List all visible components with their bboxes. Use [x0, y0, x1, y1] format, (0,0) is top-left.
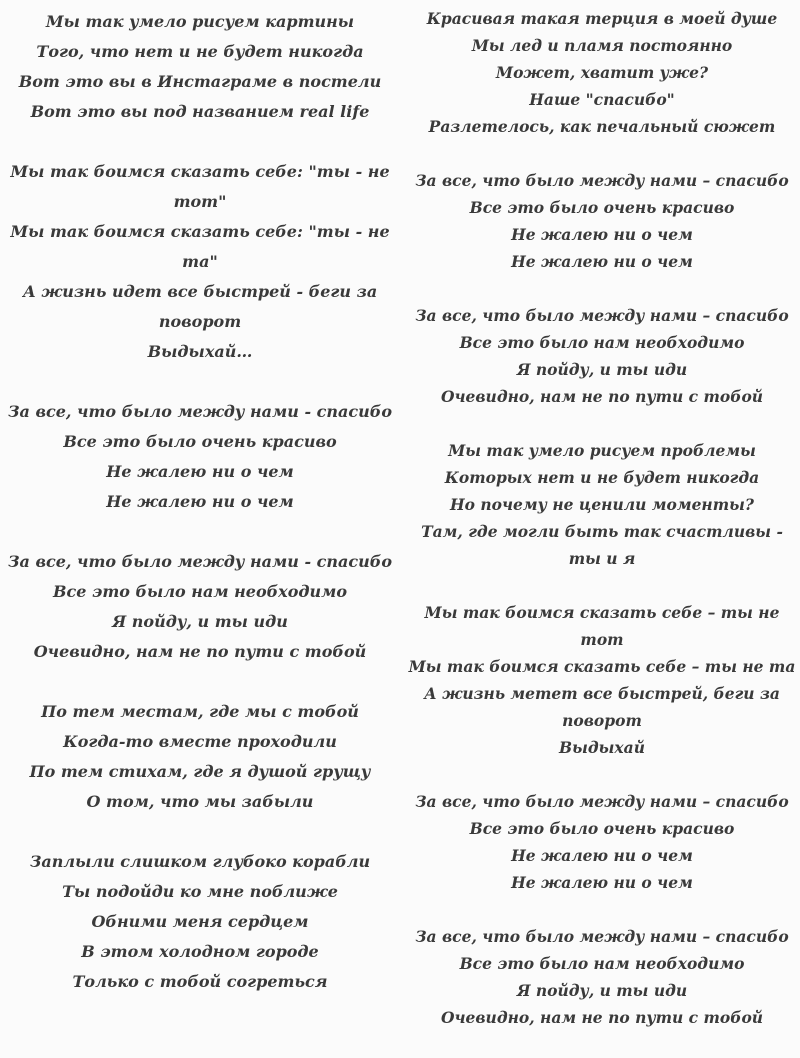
- lyric-line: Мы лед и пламя постоянно: [471, 36, 733, 55]
- lyric-line: Не жалею ни о чем: [511, 252, 693, 271]
- lyric-line: Выдыхай…: [147, 342, 253, 361]
- stanza: [2, 397, 398, 517]
- lyric-line: За все, что было между нами - спасибо: [8, 552, 392, 571]
- lyric-line: Выдыхай: [559, 738, 645, 757]
- lyric-line: Все это было очень красиво: [469, 198, 735, 217]
- lyric-line: Разлетелось, как печальный сюжет: [428, 117, 776, 136]
- lyric-line: Может, хватит уже?: [495, 63, 709, 82]
- lyric-line: За все, что было между нами - спасибо: [8, 402, 392, 421]
- lyric-line: Очевидно, нам не по пути с тобой: [440, 1008, 764, 1027]
- lyric-line: Обними меня сердцем: [91, 912, 309, 931]
- lyric-line: Только с тобой согреться: [72, 972, 328, 991]
- stanza: [406, 437, 798, 572]
- lyric-line: Мы так умело рисуем картины: [45, 12, 355, 31]
- lyric-line: Мы так умело рисуем проблемы: [448, 441, 756, 460]
- lyric-line: А жизнь идет все быстрей - беги за поворот: [22, 282, 378, 331]
- lyric-line: Не жалею ни о чем: [511, 846, 693, 865]
- lyric-line: Мы так боимся сказать себе: "ты - не тот": [10, 162, 390, 211]
- lyric-line: Когда-то вместе проходили: [63, 732, 337, 751]
- lyric-line: За все, что было между нами – спасибо: [415, 792, 789, 811]
- lyric-line: За все, что было между нами – спасибо: [415, 306, 789, 325]
- lyric-line: Заплыли слишком глубоко корабли: [29, 852, 371, 871]
- lyric-line: Я пойду, и ты иди: [112, 612, 288, 631]
- stanza: [406, 788, 798, 896]
- lyric-line: Все это было очень красиво: [63, 432, 337, 451]
- lyric-line: Того, что нет и не будет никогда: [36, 42, 364, 61]
- lyric-line: Красивая такая терция в моей душе: [426, 9, 778, 28]
- stanza: [406, 599, 798, 761]
- lyric-line: За все, что было между нами – спасибо: [415, 171, 789, 190]
- lyric-line: По тем местам, где мы с тобой: [41, 702, 359, 721]
- lyric-line: Наше "спасибо": [529, 90, 675, 109]
- lyric-line: Там, где могли быть так счастливы - ты и я: [421, 522, 783, 568]
- lyric-line: Я пойду, и ты иди: [516, 360, 688, 379]
- stanza: [2, 697, 398, 817]
- lyric-line: Очевидно, нам не по пути с тобой: [33, 642, 367, 661]
- lyric-line: Все это было нам необходимо: [459, 333, 745, 352]
- stanza: [2, 847, 398, 997]
- lyric-line: Все это было нам необходимо: [459, 954, 745, 973]
- lyric-line: Мы так боимся сказать себе: "ты - не та": [10, 222, 390, 271]
- lyric-line: Ты подойди ко мне поближе: [62, 882, 338, 901]
- stanza: [2, 547, 398, 667]
- lyric-line: Мы так боимся сказать себе – ты не тот: [424, 603, 780, 649]
- stanza: [406, 5, 798, 140]
- stanza: [406, 302, 798, 410]
- lyric-line: Все это было очень красиво: [469, 819, 735, 838]
- lyric-line: Не жалею ни о чем: [106, 462, 294, 481]
- lyric-line: Я пойду, и ты иди: [516, 981, 688, 1000]
- stanza: [2, 7, 398, 127]
- lyric-line: Но почему не ценили моменты?: [449, 495, 754, 514]
- lyric-line: Мы так боимся сказать себе – ты не та: [408, 657, 796, 676]
- lyric-line: За все, что было между нами – спасибо: [415, 927, 789, 946]
- lyric-line: Очевидно, нам не по пути с тобой: [440, 387, 764, 406]
- stanza: [406, 167, 798, 275]
- lyric-line: О том, что мы забыли: [86, 792, 314, 811]
- lyric-line: Не жалею ни о чем: [106, 492, 294, 511]
- stanza: [2, 157, 398, 367]
- stanza: [406, 923, 798, 1031]
- lyric-line: А жизнь метет все быстрей, беги за поворот: [424, 684, 780, 730]
- lyric-line: Вот это вы в Инстаграме в постели: [18, 72, 382, 91]
- lyric-line: Которых нет и не будет никогда: [444, 468, 760, 487]
- lyric-line: Все это было нам необходимо: [52, 582, 348, 601]
- lyric-line: Вот это вы под названием real life: [30, 102, 370, 121]
- lyrics-column-right: [404, 0, 800, 1058]
- lyrics-column-left: [0, 0, 412, 1027]
- lyric-line: В этом холодном городе: [81, 942, 319, 961]
- lyric-line: Не жалею ни о чем: [511, 873, 693, 892]
- lyric-line: По тем стихам, где я душой грущу: [29, 762, 371, 781]
- lyric-line: Не жалею ни о чем: [511, 225, 693, 244]
